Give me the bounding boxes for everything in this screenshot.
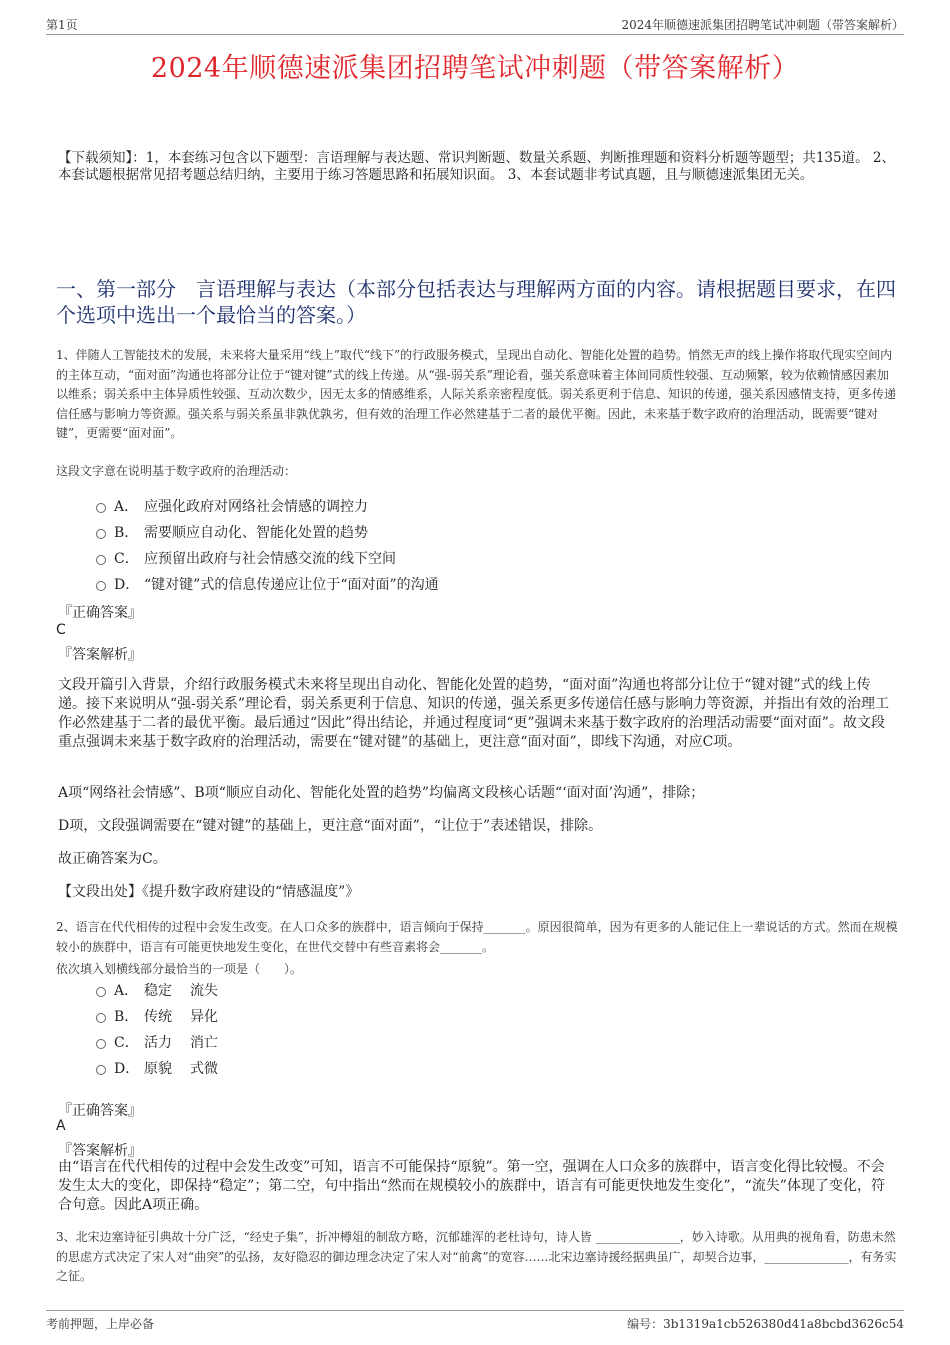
radio-icon[interactable] [96, 1013, 106, 1023]
radio-icon[interactable] [96, 555, 106, 565]
question-2-text: 2、语言在代代相传的过程中会发生改变。在人口众多的族群中，语言倾向于保持_______。原因很简单，因为有更多的人能记住上一辈说话的方式。然而在规模较小的族群中，语言有可能更快地发生变化，在世代交替中有些音素将会_______。 [56, 920, 898, 954]
page-header [46, 14, 904, 35]
q2-option-c[interactable]: C． 活力 消亡 [96, 1032, 218, 1052]
q1-option-d[interactable]: D． “键对键”式的信息传递应让位于“面对面”的沟通 [96, 574, 439, 594]
q1-analysis-paragraph: D项，文段强调需要在“键对键”的基础上，更注意“面对面”，“让位于”表述错误，排除。 [58, 818, 603, 834]
question-2-prompt: 依次填入划横线部分最恰当的一项是（ ）。 [56, 962, 303, 976]
footer-doc-id: 编号：3b1319a1cb526380d41a8bcbd3626c54 [627, 1317, 904, 1331]
question-3-text: 3、北宋边塞诗征引典故十分广泛，“经史子集”，折冲樽俎的制敌方略，沉郁雄浑的老杜诗句，诗人皆 ______________，妙入诗歌。从用典的视角看，防患未然的思虑方式决定了宋人对“曲突”的弘扬，友好隐忍的御边理念决定了宋人对“前禽”的宽容……北宋边塞诗援经据典虽广，却契合边事，______________，有务实之征。 [56, 1230, 897, 1283]
page-title: 2024年顺德速派集团招聘笔试冲刺题（带答案解析） [150, 53, 800, 84]
q2-analysis-paragraph: 由“语言在代代相传的过程中会发生改变”可知，语言不可能保持“原貌”。第一空，强调在人口众多的族群中，语言变化得比较慢。不会发生太大的变化，即保持“稳定”；第二空，句中指出“然而在规模较小的族群中，语言有可能更快地发生变化”，“流失”体现了变化，符合句意。因此A项正确。 [58, 1159, 885, 1213]
radio-icon[interactable] [96, 1039, 106, 1049]
q1-analysis-paragraph: 文段开篇引入背景，介绍行政服务模式未来将呈现出自动化、智能化处置的趋势，“面对面”沟通也将部分让位于“键对键”式的线上传递。接下来说明从“强-弱关系”理论看，弱关系更利于信息、知识的传递，强关系更多传递信任感与影响力等资源，并指出有效的治理工作必然建基于二者的最优平衡。最后通过“因此”得出结论，并通过程度词“更”强调未来基于数字政府的治理活动需要“面对面”。故文段重点强调未来基于数字政府的治理活动，需要在“键对键”的基础上，更注意“面对面”，即线下沟通，对应C项。 [58, 677, 890, 750]
q1-analysis-paragraph: A项“网络社会情感”、B项“顺应自动化、智能化处置的趋势”均偏离文段核心话题“‘面对面’沟通”，排除； [58, 785, 705, 801]
q2-option-a[interactable]: A． 稳定 流失 [96, 980, 218, 1000]
radio-icon[interactable] [96, 581, 106, 591]
question-1-prompt: 这段文字意在说明基于数字政府的治理活动： [56, 464, 297, 478]
radio-icon[interactable] [96, 529, 106, 539]
q1-option-b[interactable]: B． 需要顺应自动化、智能化处置的趋势 [96, 522, 368, 542]
q2-answer: A [56, 1118, 66, 1134]
q1-option-c[interactable]: C． 应预留出政府与社会情感交流的线下空间 [96, 548, 396, 568]
radio-icon[interactable] [96, 1065, 106, 1075]
q1-answer-label: 『正确答案』 [58, 605, 142, 621]
q1-analysis-label: 『答案解析』 [58, 647, 142, 663]
q2-option-d[interactable]: D． 原貌 式微 [96, 1058, 218, 1078]
download-notice: 【下载须知】：1，本套练习包含以下题型：言语理解与表达题、常识判断题、数量关系题、判断推理题和资料分析题等题型；共135道。 2、本套试题根据常见招考题总结归纳，主要用于练习答题思路和拓展知识面。 3、本套试题非考试真题，且与顺德速派集团无关。 [58, 150, 895, 183]
footer-slogan: 考前押题，上岸必备 [46, 1317, 155, 1331]
q1-option-a[interactable]: A． 应强化政府对网络社会情感的调控力 [96, 496, 368, 516]
radio-icon[interactable] [96, 987, 106, 997]
radio-icon[interactable] [96, 503, 106, 513]
page-number: 第1页 [46, 18, 78, 32]
page-footer [46, 1310, 904, 1333]
q2-option-b[interactable]: B． 传统 异化 [96, 1006, 218, 1026]
q1-source: 【文段出处】《提升数字政府建设的“情感温度”》 [58, 884, 360, 900]
header-doc-title: 2024年顺德速派集团招聘笔试冲刺题（带答案解析） [621, 18, 904, 32]
q2-analysis-label: 『答案解析』 [58, 1143, 142, 1159]
q2-answer-label: 『正确答案』 [58, 1103, 142, 1119]
q1-analysis-paragraph: 故正确答案为C。 [58, 851, 167, 867]
question-1-text: 1、伴随人工智能技术的发展，未来将大量采用“线上”取代“线下”的行政服务模式，呈现出自动化、智能化处置的趋势。悄然无声的线上操作将取代现实空间内的主体互动，“面对面”沟通也将部分让位于“键对键”式的线上传递。从“强-弱关系”理论看，强关系意味着主体间同质性较强、互动频繁，较为依赖情感因素加以维系；弱关系中主体异质性较强、互动次数少，因无太多的情感维系，人际关系亲密程度低。弱关系更利于信息、知识的传递，强关系因感情支持，更多传递信任感与影响力等资源。强关系与弱关系虽非孰优孰劣，但有效的治理工作必然建基于二者的最优平衡。因此，未来基于数字政府的治理活动，既需要“键对键”，更需要“面对面”。 [56, 348, 897, 440]
section-heading: 一、第一部分 言语理解与表达（本部分包括表达与理解两方面的内容。请根据题目要求，在四个选项中选出一个最恰当的答案。） [56, 277, 896, 327]
q1-answer: C [56, 622, 66, 638]
